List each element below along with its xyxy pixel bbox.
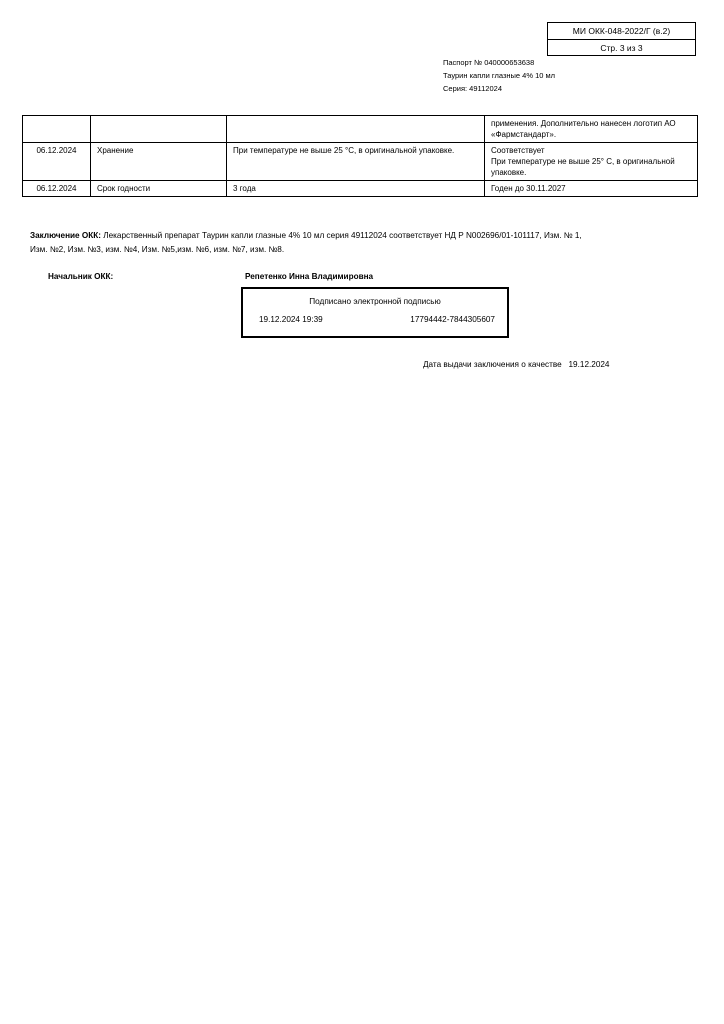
requirement-cell: 3 года bbox=[227, 181, 485, 197]
table-row bbox=[23, 143, 698, 181]
series-number: Серия: 49112024 bbox=[443, 84, 502, 93]
result-status: Соответствует bbox=[491, 146, 545, 155]
signature-certificate-number: 17794442-7844305607 bbox=[410, 315, 495, 324]
date-cell: 06.12.2024 bbox=[23, 143, 91, 181]
table-row bbox=[23, 116, 698, 143]
chief-label: Начальник ОКК: bbox=[48, 272, 114, 281]
page-number: Стр. 3 из 3 bbox=[548, 39, 695, 56]
electronic-signature-box bbox=[241, 287, 509, 338]
conclusion-paragraph bbox=[30, 229, 590, 257]
date-cell bbox=[23, 116, 91, 143]
result-detail: При температуре не выше 25° С, в оригинальной упаковке. bbox=[491, 157, 675, 177]
result-cell bbox=[485, 143, 698, 181]
result-cell: применения. Дополнительно нанесен логотип АО «Фармстандарт». bbox=[485, 116, 698, 143]
product-name: Таурин капли глазные 4% 10 мл bbox=[443, 71, 556, 80]
conclusion-label: Заключение ОКК: bbox=[30, 231, 101, 240]
chief-name: Репетенко Инна Владимировна bbox=[245, 272, 374, 281]
document-code: МИ ОКК-048-2022/Г (в.2) bbox=[572, 26, 671, 36]
table-row bbox=[23, 181, 698, 197]
date-cell: 06.12.2024 bbox=[23, 181, 91, 197]
signature-title: Подписано электронной подписью bbox=[309, 297, 441, 306]
conclusion-text: Лекарственный препарат Таурин капли глазные 4% 10 мл серия 49112024 соответствует НД Р N002696/01-101117, Изм. № 1, Изм. №2, Изм. №3, изм. №4, Изм. №5,изм. №6, изм. №7, изм. №8. bbox=[30, 231, 582, 254]
issue-date: Дата выдачи заключения о качестве 19.12.2024 bbox=[423, 360, 610, 369]
signature-datetime: 19.12.2024 19:39 bbox=[259, 315, 323, 324]
indicator-cell: Срок годности bbox=[91, 181, 227, 197]
passport-number: Паспорт № 040000653638 bbox=[443, 58, 535, 67]
results-table bbox=[22, 115, 698, 197]
indicator-cell bbox=[91, 116, 227, 143]
indicator-cell: Хранение bbox=[91, 143, 227, 181]
result-cell: Годен до 30.11.2027 bbox=[485, 181, 698, 197]
document-code-box bbox=[547, 22, 696, 56]
requirement-cell: При температуре не выше 25 °С, в оригинальной упаковке. bbox=[227, 143, 485, 181]
requirement-cell bbox=[227, 116, 485, 143]
